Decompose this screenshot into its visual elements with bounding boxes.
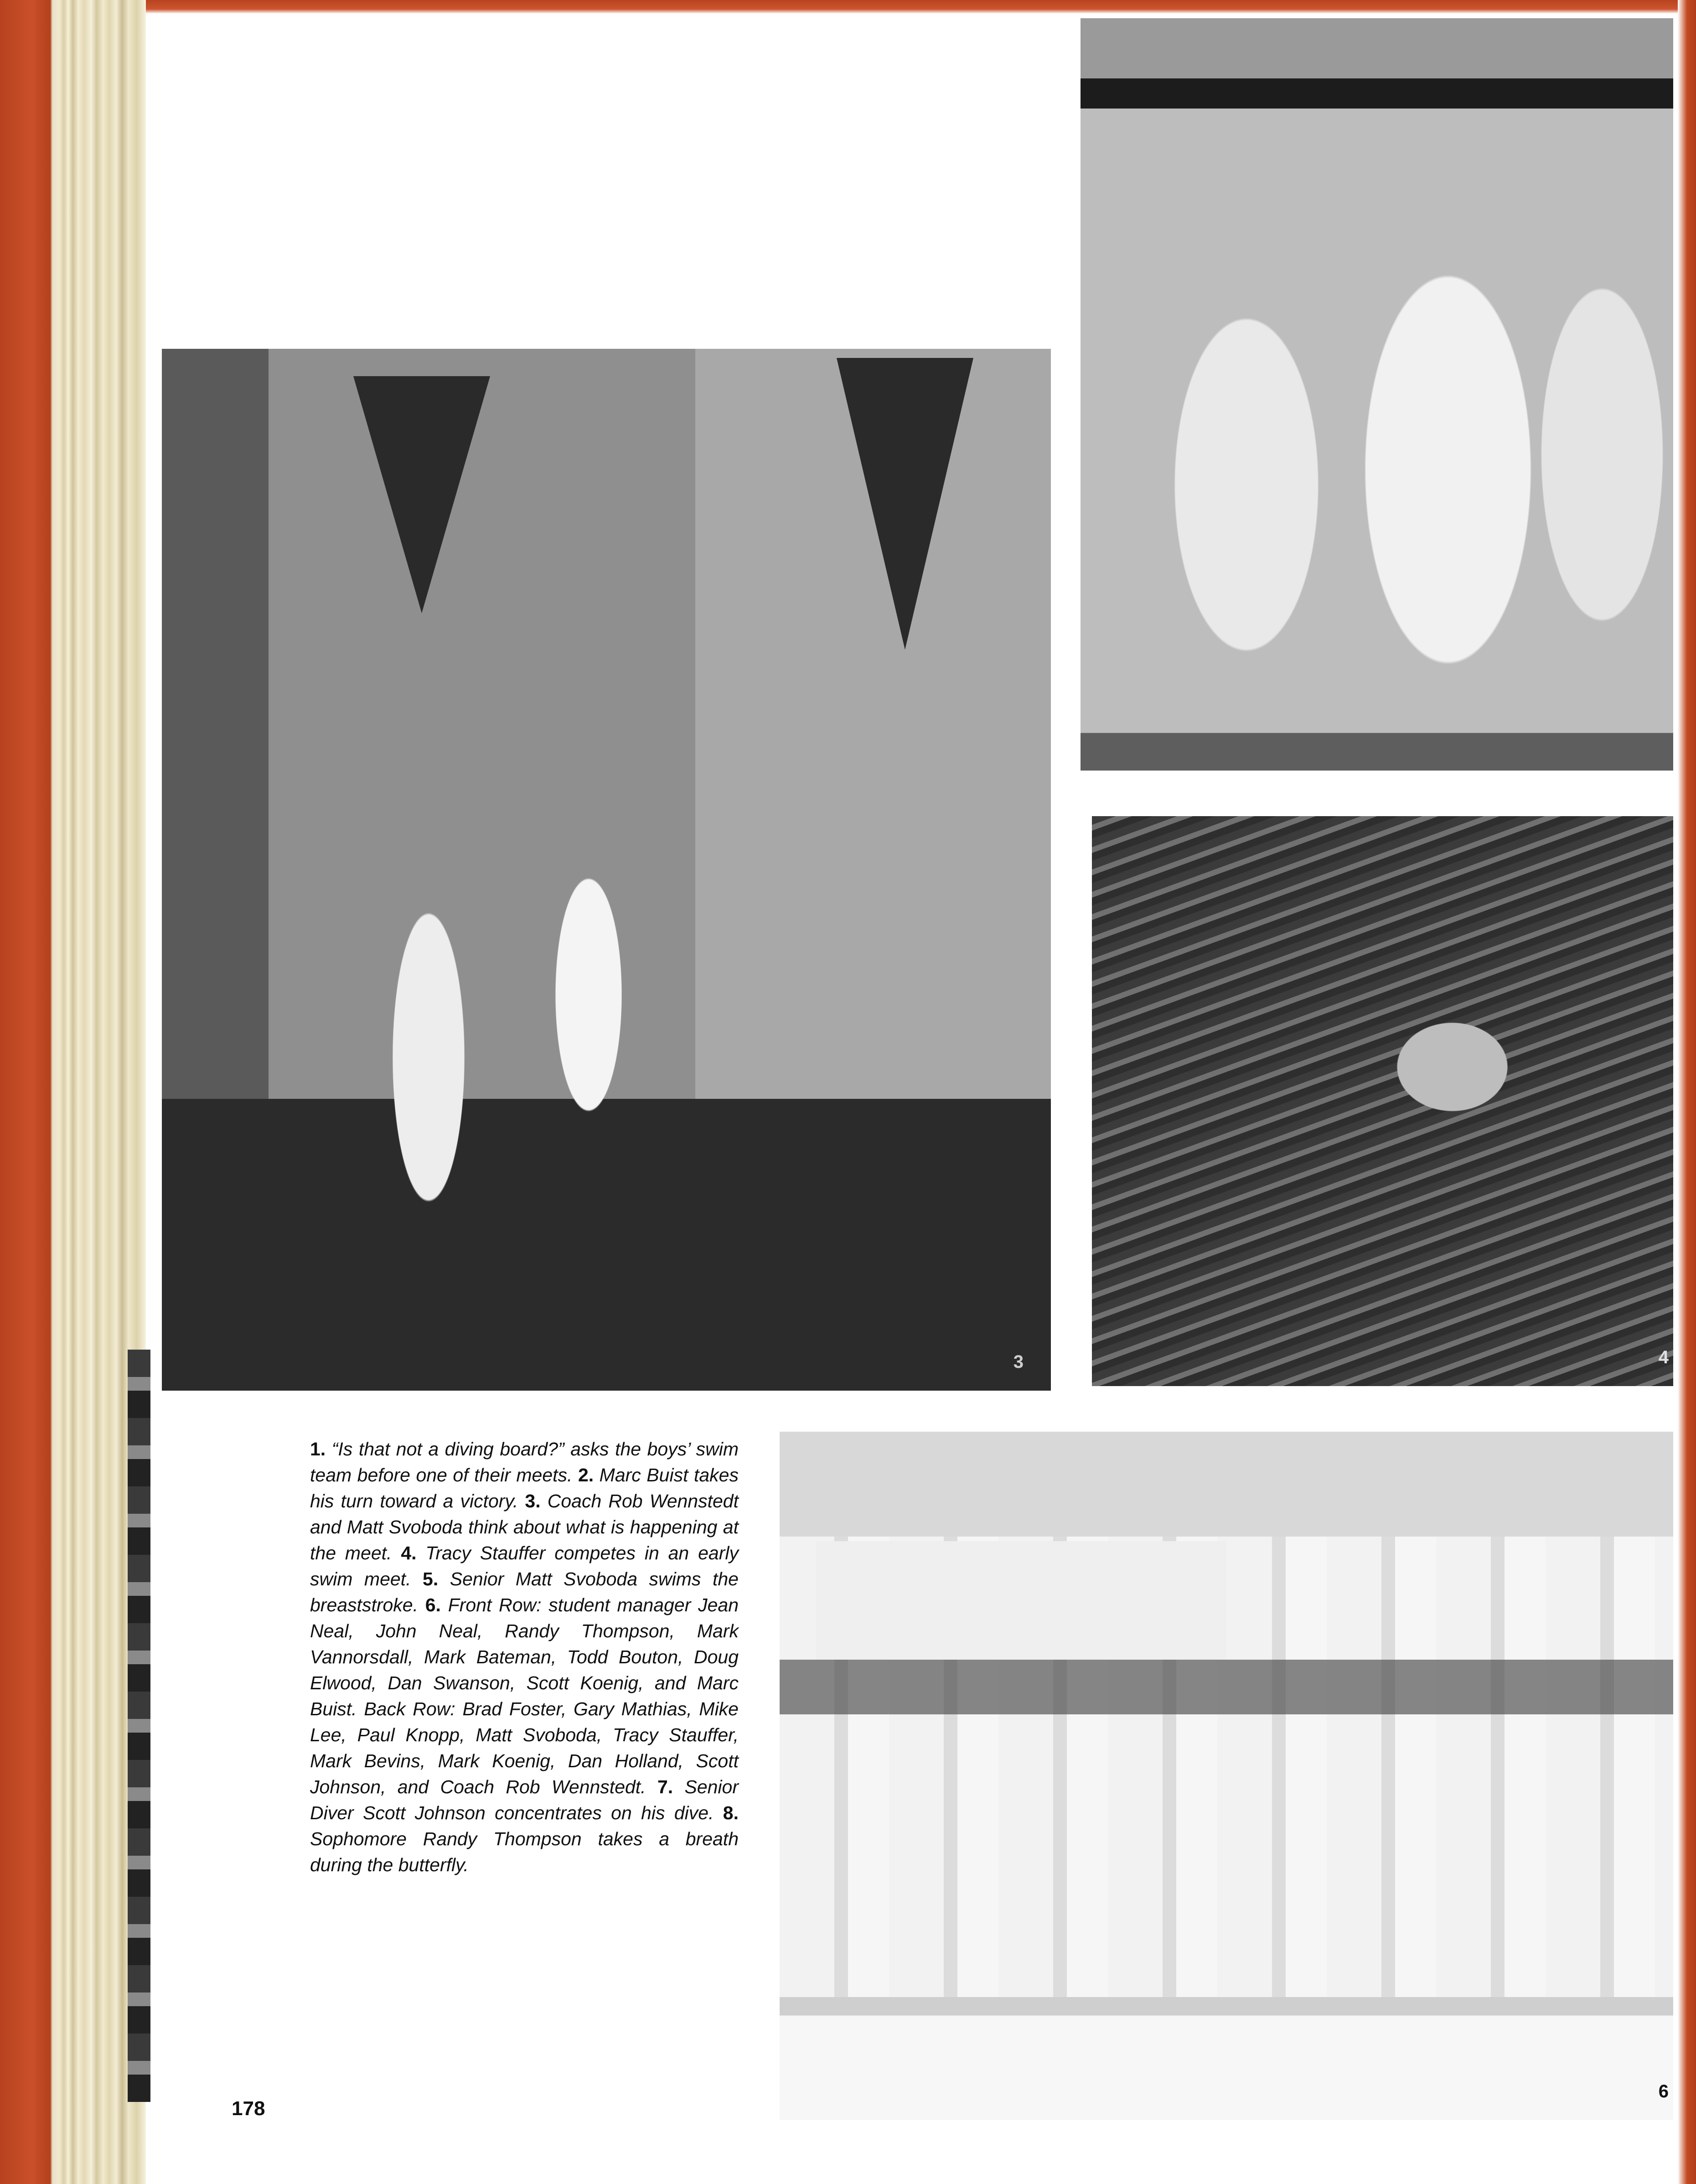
photo-coach-and-swimmer bbox=[162, 349, 1051, 1391]
caption-number: 2. bbox=[578, 1465, 600, 1485]
caption-number: 1. bbox=[310, 1439, 332, 1459]
caption-number: 7. bbox=[657, 1776, 685, 1797]
photo-banner bbox=[816, 1541, 1226, 1660]
book-binding-top bbox=[0, 0, 1696, 14]
photo-number: 4 bbox=[1658, 1347, 1669, 1367]
caption-text: Tracy Stauffer competes in an early swim meet. bbox=[310, 1542, 739, 1589]
pennant-flag bbox=[837, 358, 973, 650]
caption-text: Sophomore Randy Thompson takes a breath during the butterfly. bbox=[310, 1828, 739, 1875]
photo-number: 6 bbox=[1658, 2081, 1669, 2101]
caption-text: Coach Rob Wennstedt and Matt Svoboda think about what is happening at the meet. bbox=[310, 1491, 739, 1563]
page-number: 178 bbox=[232, 2097, 265, 2120]
photo-number: 3 bbox=[1013, 1352, 1024, 1372]
photo-team-rows bbox=[780, 1660, 1673, 1714]
caption-number: 6. bbox=[425, 1594, 448, 1615]
adjacent-page-edge bbox=[128, 1350, 150, 2102]
photo-swimmer-backstroke bbox=[1092, 816, 1673, 1386]
photo-pool-edge bbox=[780, 1997, 1673, 2120]
caption-text: Senior Diver Scott Johnson concentrates on his dive. bbox=[310, 1776, 739, 1823]
caption-text: “Is that not a diving board?” asks the boys’ swim team before one of their meets. bbox=[310, 1439, 739, 1485]
caption-text: Senior Matt Svoboda swims the breaststroke. bbox=[310, 1568, 739, 1615]
book-binding bbox=[0, 0, 146, 2184]
book-binding-right bbox=[1678, 0, 1696, 2184]
caption-number: 3. bbox=[525, 1491, 548, 1511]
photo-captions bbox=[310, 1436, 739, 1878]
caption-text: Marc Buist takes his turn toward a victory. bbox=[310, 1465, 739, 1511]
pennant-flag bbox=[353, 376, 490, 613]
photo-wall-band bbox=[780, 1432, 1673, 1537]
caption-number: 8. bbox=[723, 1802, 739, 1823]
caption-number: 5. bbox=[423, 1568, 450, 1589]
caption-number: 4. bbox=[401, 1542, 426, 1563]
photo-team-portrait bbox=[780, 1432, 1673, 2120]
caption-text: Front Row: student manager Jean Neal, John Neal, Randy Thompson, Mark Vannorsdall, Mark Bateman, Todd Bouton, Doug Elwood, Dan Swanson, Scott Koenig, and Marc Buist. Back Row: Brad Foster, Gary Mathias, Mike Lee, Paul Knopp, Matt Svoboda, Tracy Stauffer, Mark Bevins, Mark Koenig, Dan Holland, Scott Johnson, and Coach Rob Wennstedt. bbox=[310, 1594, 739, 1797]
photo-team-celebrating bbox=[1081, 18, 1673, 771]
